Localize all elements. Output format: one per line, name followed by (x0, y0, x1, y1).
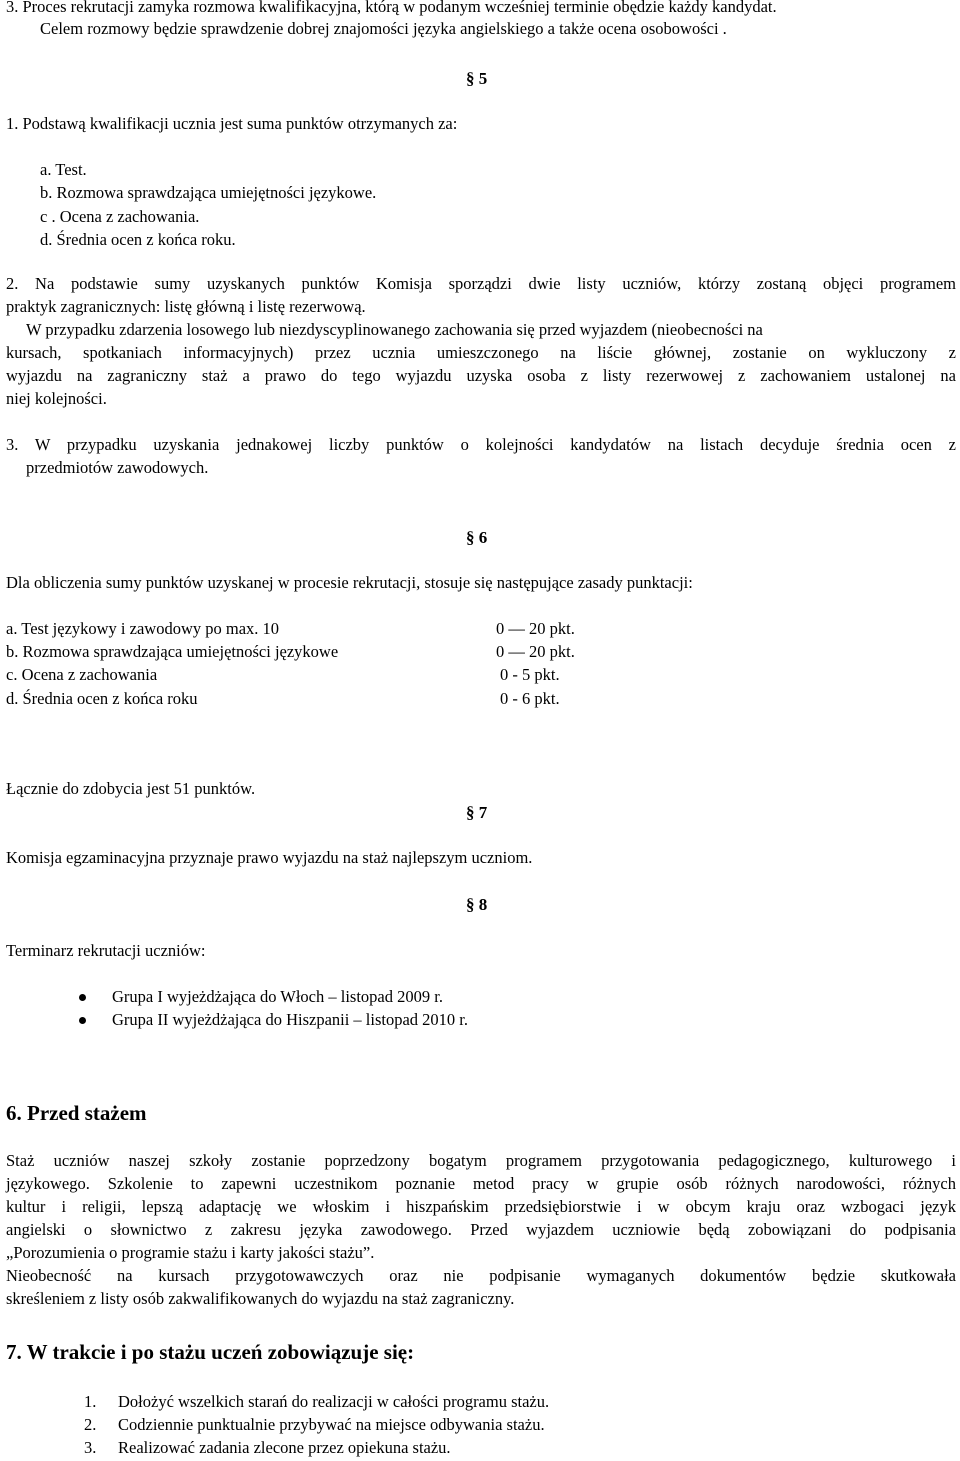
s6-row-b-label: b. Rozmowa sprawdzająca umiejętności językowe (6, 642, 339, 661)
heading-przed-stazem: 6. Przed stażem (6, 1101, 147, 1125)
sec6-line-5: „Porozumienia o programie stażu i karty jakości stażu”. (6, 1243, 375, 1262)
sec6-line-7: skreśleniem z listy osób zakwalifikowanych do wyjazdu na staż zagraniczny. (6, 1289, 515, 1308)
s7-text: Komisja egzaminacyjna przyznaje prawo wyjazdu na staż najlepszym uczniom. (6, 848, 533, 867)
section-mark-6: § 6 (466, 528, 488, 547)
section-mark-5: § 5 (466, 69, 488, 88)
s6-intro: Dla obliczenia sumy punktów uzyskanej w procesie rekrutacji, stosuje się następujące zasady punktacji: (6, 573, 693, 592)
sec6-line-4: angielski o słownictwo z zakresu języka zawodowego. Przed wyjazdem uczniowie będą zobowiązani do podpisania (6, 1220, 956, 1239)
s5-item-b: b. Rozmowa sprawdzająca umiejętności językowe. (40, 183, 377, 202)
s6-total: Łącznie do zdobycia jest 51 punktów. (6, 779, 256, 798)
sec7-item-3-num: 3. (84, 1438, 97, 1457)
s8-label: Terminarz rekrutacji uczniów: (6, 941, 206, 960)
bullet-icon (79, 994, 86, 1001)
sec7-item-2-text: Codziennie punktualnie przybywać na miejsce odbywania stażu. (118, 1415, 545, 1434)
paragraph-3-line-1: 3. Proces rekrutacji zamyka rozmowa kwalifikacyjna, którą w podanym wcześniej terminie obędzie każdy kandydat. (6, 0, 777, 16)
s6-row-a-points: 0 — 20 pkt. (496, 619, 575, 638)
s5-item-a: a. Test. (40, 160, 87, 179)
s5-item-d: d. Średnia ocen z końca roku. (40, 230, 236, 249)
s6-row-d-points: 0 - 6 pkt. (500, 689, 560, 708)
s5-point-2b-line-3: wyjazdu na zagraniczny staż a prawo do tego wyjazdu uzyska osoba z listy rezerwowej z zachowaniem ustalonej na (6, 366, 956, 385)
bullet-icon (79, 1017, 86, 1024)
sec6-line-3: kultur i religii, lepszą adaptację we włoskim i hiszpańskim przedsiębiorstwie i w obcym kraju oraz wzbogaci język (6, 1197, 956, 1216)
sec7-item-1-num: 1. (84, 1392, 97, 1411)
s6-row-b-points: 0 — 20 pkt. (496, 642, 575, 661)
s5-point-3-line-2: przedmiotów zawodowych. (26, 458, 209, 477)
sec7-item-2-num: 2. (84, 1415, 97, 1434)
s5-point-3-line-1: 3. W przypadku uzyskania jednakowej liczby punktów o kolejności kandydatów na listach decyduje średnia ocen z (6, 435, 956, 454)
s8-group-2: Grupa II wyjeżdżająca do Hiszpanii – listopad 2010 r. (112, 1010, 469, 1029)
s5-point-2-line-1: 2. Na podstawie sumy uzyskanych punktów Komisja sporządzi dwie listy uczniów, którzy zostaną objęci programem (6, 274, 956, 293)
sec6-line-2: językowego. Szkolenie to zapewni uczestnikom poznanie metod pracy w grupie osób różnych narodowości, różnych (6, 1174, 956, 1193)
s6-row-a-label: a. Test językowy i zawodowy po max. 10 (6, 619, 280, 638)
s6-row-c-points: 0 - 5 pkt. (500, 665, 560, 684)
sec6-line-1: Staż uczniów naszej szkoły zostanie poprzedzony bogatym programem przygotowania pedagogicznego, kulturowego i (6, 1151, 956, 1170)
s5-item-c: c . Ocena z zachowania. (40, 207, 200, 226)
paragraph-3-line-2: Celem rozmowy będzie sprawdzenie dobrej znajomości języka angielskiego a także ocena osobowości . (40, 19, 727, 38)
sec6-line-6: Nieobecność na kursach przygotowawczych oraz nie podpisanie wymaganych dokumentów będzie skutkowała (6, 1266, 956, 1285)
s5-point-2b-line-4: niej kolejności. (6, 389, 107, 408)
s5-point-2b-line-1: W przypadku zdarzenia losowego lub niezdyscyplinowanego zachowania się przed wyjazdem (nieobecności na (26, 320, 763, 339)
s5-point-1: 1. Podstawą kwalifikacji ucznia jest suma punktów otrzymanych za: (6, 114, 458, 133)
s8-group-1: Grupa I wyjeżdżająca do Włoch – listopad 2009 r. (112, 987, 443, 1006)
s5-point-2b-line-2: kursach, spotkaniach informacyjnych) przez ucznia umieszczonego na liście głównej, zostanie on wykluczony z (6, 343, 956, 362)
s6-row-c-label: c. Ocena z zachowania (6, 665, 158, 684)
section-mark-8: § 8 (466, 895, 488, 914)
heading-w-trakcie: 7. W trakcie i po stażu uczeń zobowiązuje się: (6, 1340, 415, 1364)
s6-row-d-label: d. Średnia ocen z końca roku (6, 689, 198, 708)
section-mark-7: § 7 (466, 803, 488, 822)
s5-point-2-line-2: praktyk zagranicznych: listę główną i listę rezerwową. (6, 297, 366, 316)
sec7-item-1-text: Dołożyć wszelkich starań do realizacji w całości programu stażu. (118, 1392, 550, 1411)
sec7-item-3-text: Realizować zadania zlecone przez opiekuna stażu. (118, 1438, 451, 1457)
